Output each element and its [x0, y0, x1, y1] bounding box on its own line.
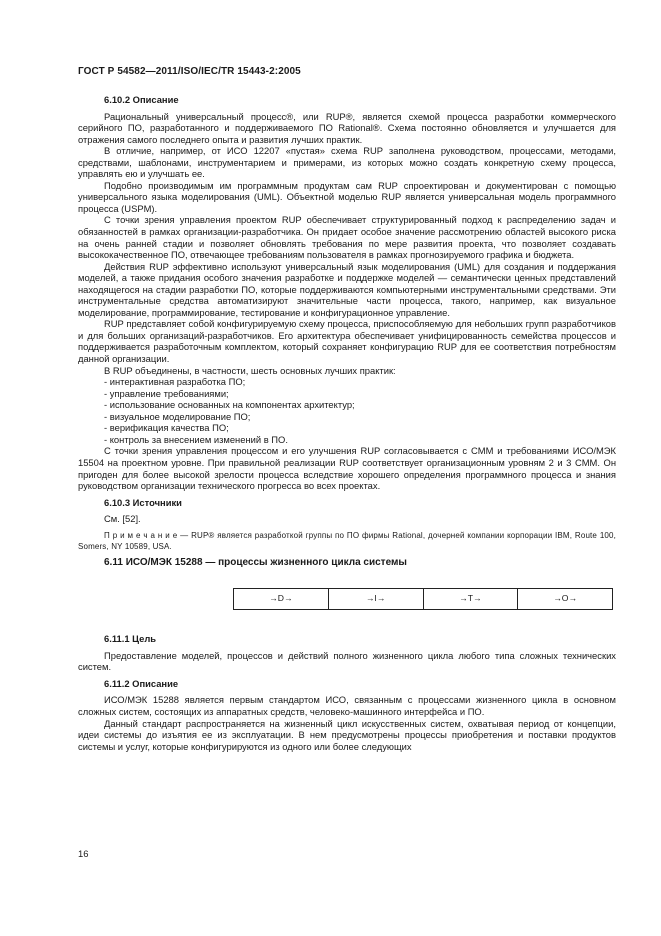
paragraph: RUP представляет собой конфигурируемую схему процесса, приспособляемую для небольших групп разработчиков и для больших организаций-разработчиков. Его архитектура обеспечивает унифицированность семейства процессов и поддерживается разработочным комплектом, который сохраняет конфигурацию RUP для ее соответствия потребностям данной организации. [78, 318, 616, 365]
list-item: - использование основанных на компонентах архитектур; [104, 399, 355, 411]
page-number: 16 [78, 848, 89, 859]
list-item: - управление требованиями; [104, 387, 229, 399]
paragraph: ИСО/МЭК 15288 является первым стандартом ИСО, связанным с процессами жизненного цикла в основном сложных систем, состоящих из аппаратных средств, человеко-машинного интерфейса и ПО. [78, 694, 616, 717]
list-item: - контроль за внесением изменений в ПО. [104, 433, 288, 445]
table-cell: →D→ [269, 593, 293, 604]
heading-6-11-2: 6.11.2 Описание [104, 677, 179, 689]
heading-6-11: 6.11 ИСО/МЭК 15288 — процессы жизненного цикла системы [104, 556, 407, 568]
heading-6-11-1: 6.11.1 Цель [104, 633, 157, 645]
paragraph: В RUP объединены, в частности, шесть основных лучших практик: [104, 364, 396, 376]
heading-6-10-3: 6.10.3 Источники [104, 496, 182, 508]
heading-6-10-2: 6.10.2 Описание [104, 94, 179, 105]
page-content [78, 94, 616, 752]
list-item: - верификация качества ПО; [104, 422, 229, 434]
paragraph: Рациональный универсальный процесс®, или RUP®, является схемой процесса разработки коммерческого серийного ПО, разработанного и поддерживаемого ПО Rational®. Схема постоянно обновляется и улучшается для отражения самого последнего опыта и развития лучших практик. [78, 110, 616, 145]
table-cell: →O→ [517, 589, 612, 609]
paragraph: Действия RUP эффективно используют универсальный язык моделирования (UML) для создания и поддержания моделей, а также придания особого значения разработке и поддержке моделей — семантически ценных представлений находящегося на стадии разработки ПО, которые поддерживаются компьютерными инструментальными средствами. Эти инструментальные средства автоматизируют значительные части процесса, такого, например, как визуальное моделирование, программирование, тестирование и конфигурационное управление. [78, 260, 616, 318]
paragraph: Подобно производимым им программным продуктам сам RUP спроектирован и документирован с помощью универсального языка моделирования (UML). Объектной моделью RUP является универсальная модель программного процесса (USPM). [78, 179, 616, 214]
table-cell: →T→ [423, 589, 518, 609]
note: П р и м е ч а н и е — RUP® является разработкой группы по ПО фирмы Rational, дочерней компании корпорации IBM, Route 100, Somers, NY 10589, USA. [78, 530, 616, 551]
list-item: - интерактивная разработка ПО; [104, 376, 246, 388]
lifecycle-stage-table [233, 588, 613, 610]
paragraph: В отличие, например, от ИСО 12207 «пустая» схема RUP заполнена руководством, процессами, методами, средствами, шаблонами, инструментарием и примерами, из которых можно создать конкретную схему процесса, управлять ею и улучшать ее. [78, 145, 616, 180]
paragraph: См. [52]. [104, 513, 141, 525]
paragraph: С точки зрения управления процессом и его улучшения RUP согласовывается с CMM и требованиями ИСО/МЭК 15504 на проектном уровне. При правильной реализации RUP соответствует организационным уровням 2 и 3 CMM. Он пригоден для более высокой зрелости процесса вследствие хорошего определения программного процесса и знания руководством организации технического прогресса во всех проектах. [78, 445, 616, 492]
practices-list [78, 376, 616, 445]
list-item: - визуальное моделирование ПО; [104, 410, 251, 422]
table-cell: →I→ [328, 589, 423, 609]
paragraph: С точки зрения управления проектом RUP обеспечивает структурированный подход к распределению задач и обязанностей в рамках организации-разработчика. Он придает особое значение рассмотрению областей высокого риска на очень ранней стадии и позволяет обновлять требования по мере развития проекта, что позволяет создавать высококачественное ПО, отвечающее требованиям пользователя в рамках прогнозируемого графика и бюджета. [78, 214, 616, 261]
paragraph: Данный стандарт распространяется на жизненный цикл искусственных систем, охватывая период от концепции, идеи системы до изъятия ее из эксплуатации. В нем предусмотрены процессы приобретения и поставки продуктов системы и услуг, которые конфигурируются из одного или более следующих [78, 717, 616, 752]
paragraph: Предоставление моделей, процессов и действий полного жизненного цикла любого типа сложных технических систем. [78, 649, 616, 673]
page-header: ГОСТ Р 54582—2011/ISO/IEC/TR 15443-2:2005 [78, 66, 301, 77]
